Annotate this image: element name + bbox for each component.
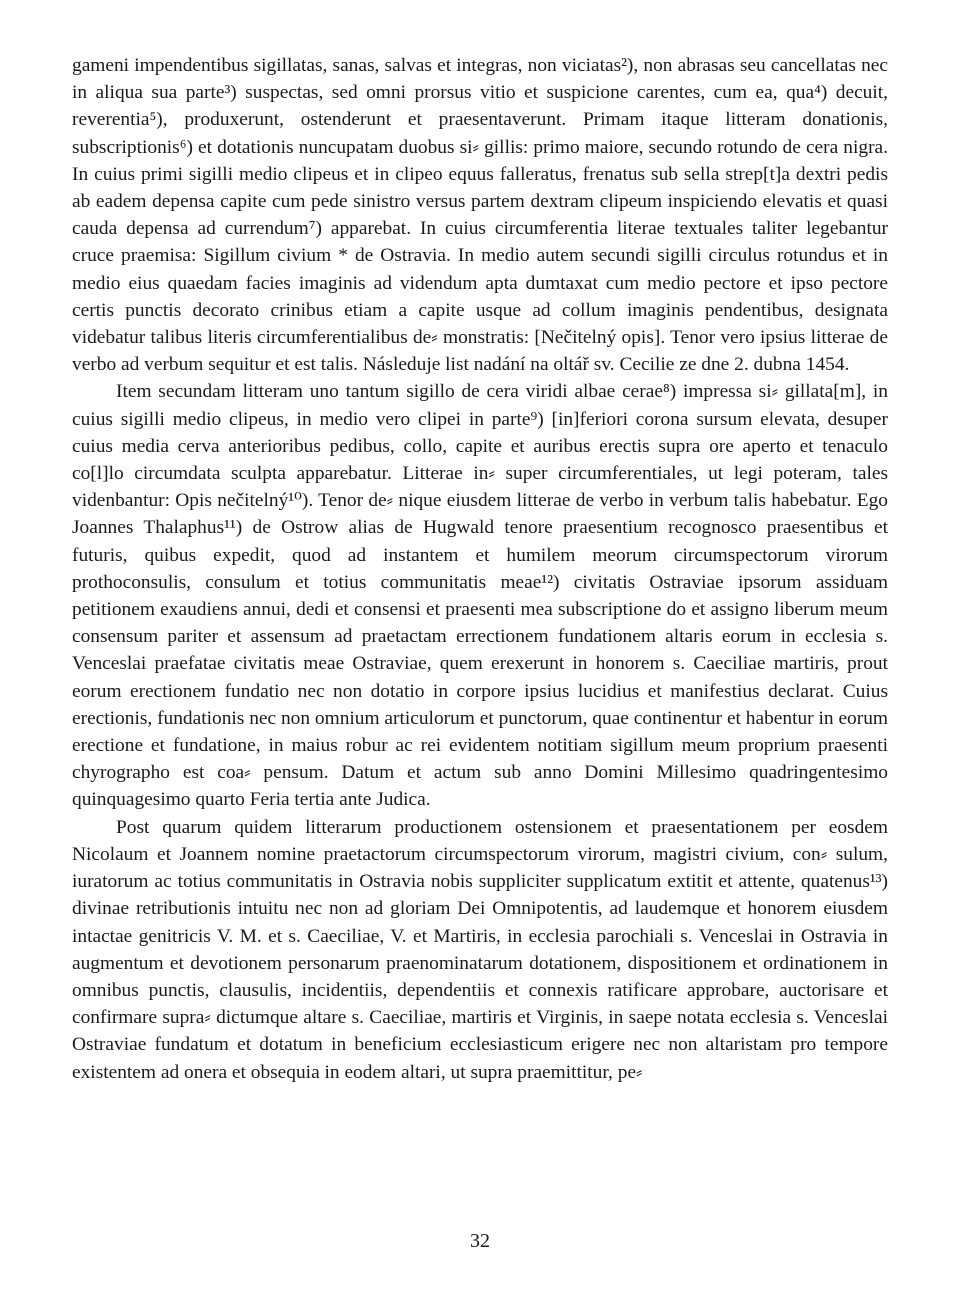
document-body (72, 52, 888, 1302)
paragraph-1: gameni impendentibus sigillatas, sanas, salvas et integras, non viciatas²), non abrasas seu cancellatas nec in aliqua sua parte³) suspectas, sed omni prorsus vitio et suspicione carentes, cum ea, qua⁴) decuit, reverentia⁵), produxerunt, ostenderunt et praesentaverunt. Primam itaque litteram donationis, subscriptionis⁶) et dotationis nuncupatam duobus si⸗ gillis: primo maiore, secundo rotundo de cera nigra. In cuius primi sigilli medio clipeus et in clipeo equus falleratus, frenatus sub sella strep[t]a dextri pedis ab eadem depensa capite cum pede sinistro versus partem dextram clipeum inspiciendo elevatis et quasi cauda depensa ad currendum⁷) apparebat. In cuius circumferentia literae textuales taliter legebantur cruce praemisa: Sigillum civium * de Ostravia. In medio autem secundi sigilli circulus rotundus et in medio eius quaedam facies imaginis ad videndum apta dumtaxat cum medio pectore et ipso pectore certis punctis decorato crinibus etiam a capite usque ad collum imaginis pendentibus, designata videbatur talibus literis circumferentialibus de⸗ monstratis: [Nečitelný opis]. Tenor vero ipsius litterae de verbo ad verbum sequitur et est talis. Následuje list nadání na oltář sv. Cecilie ze dne 2. dubna 1454. (72, 55, 888, 376)
page-number: 32 (470, 1230, 490, 1252)
paragraph-3: Post quarum quidem litterarum productionem ostensionem et praesentationem per eosdem Nicolaum et Joannem nomine praetactorum circumspectorum virorum, magistri civium, con⸗ sulum, iuratorum ac totius communitatis in Ostravia nobis suppliciter supplicatum extitit et attente, quatenus¹³) divinae retributionis intuitu nec non ad gloriam Dei Omnipotentis, ad laudemque et honorem eiusdem intactae genitricis V. M. et s. Caeciliae, V. et Martiris, in ecclesia parochiali s. Venceslai in Ostravia in augmentum et devotionem personarum praenominatarum dotationem, dispositionem et ordinationem in omnibus punctis, clausulis, incidentiis, dependentiis et connexis ratificare approbare, auctorisare et confirmare supra⸗ dictumque altare s. Caeciliae, martiris et Virginis, in saepe notata ecclesia s. Venceslai Ostraviae fundatum et dotatum in beneficium ecclesiasticum erigere nec non altaristam pro tempore existentem ad onera et obsequia in eodem altari, ut supra praemittitur, pe⸗ (72, 816, 888, 1083)
paragraph-2: Item secundam litteram uno tantum sigillo de cera viridi albae cerae⁸) impressa si⸗ gillata[m], in cuius sigilli medio clipeus, in medio vero clipei in parte⁹) [in]feriori corona sursum elevata, desuper cuius media cerva anterioribus pedibus, collo, capite et auribus erectis supra ore aperto et tenaculo co[l]lo circumdata sculpta apparebatur. Litterae in⸗ super circumferentiales, ut legi poteram, tales videnbantur: Opis nečitelný¹⁰). Tenor de⸗ nique eiusdem litterae de verbo in verbum talis habebatur. Ego Joannes Thalaphus¹¹) de Ostrow alias de Hugwald tenore praesentium recognosco praesentibus et futuris, quibus expedit, quod ad instantem et humilem meorum circumspectorum virorum prothoconsulis, consulum et totius communitatis meae¹²) civitatis Ostraviae ipsorum assiduam petitionem exaudiens annui, dedi et consensi et praesenti mea subscriptione do et assigno liberum meum consensum pariter et assensum ad praetactam errectionem fundationem altaris eorum in ecclesia s. Venceslai praefatae civitatis meae Ostraviae, quem erexerunt in honorem s. Caeciliae martiris, prout eorum erectionem fundatio nec non dotatio in corpore ipsius lucidius et manifestius declarat. Cuius erectionis, fundationis nec non omnium articulorum et punctorum, quae continentur et habentur in eorum erectione et fundatione, in maius robur ac rei evidentem notitiam sigillum meum proprium praesenti chyrographo est coa⸗ pensum. Datum et actum sub anno Domini Millesimo quadringentesimo quinquagesimo quarto Feria tertia ante Judica. (72, 381, 888, 811)
